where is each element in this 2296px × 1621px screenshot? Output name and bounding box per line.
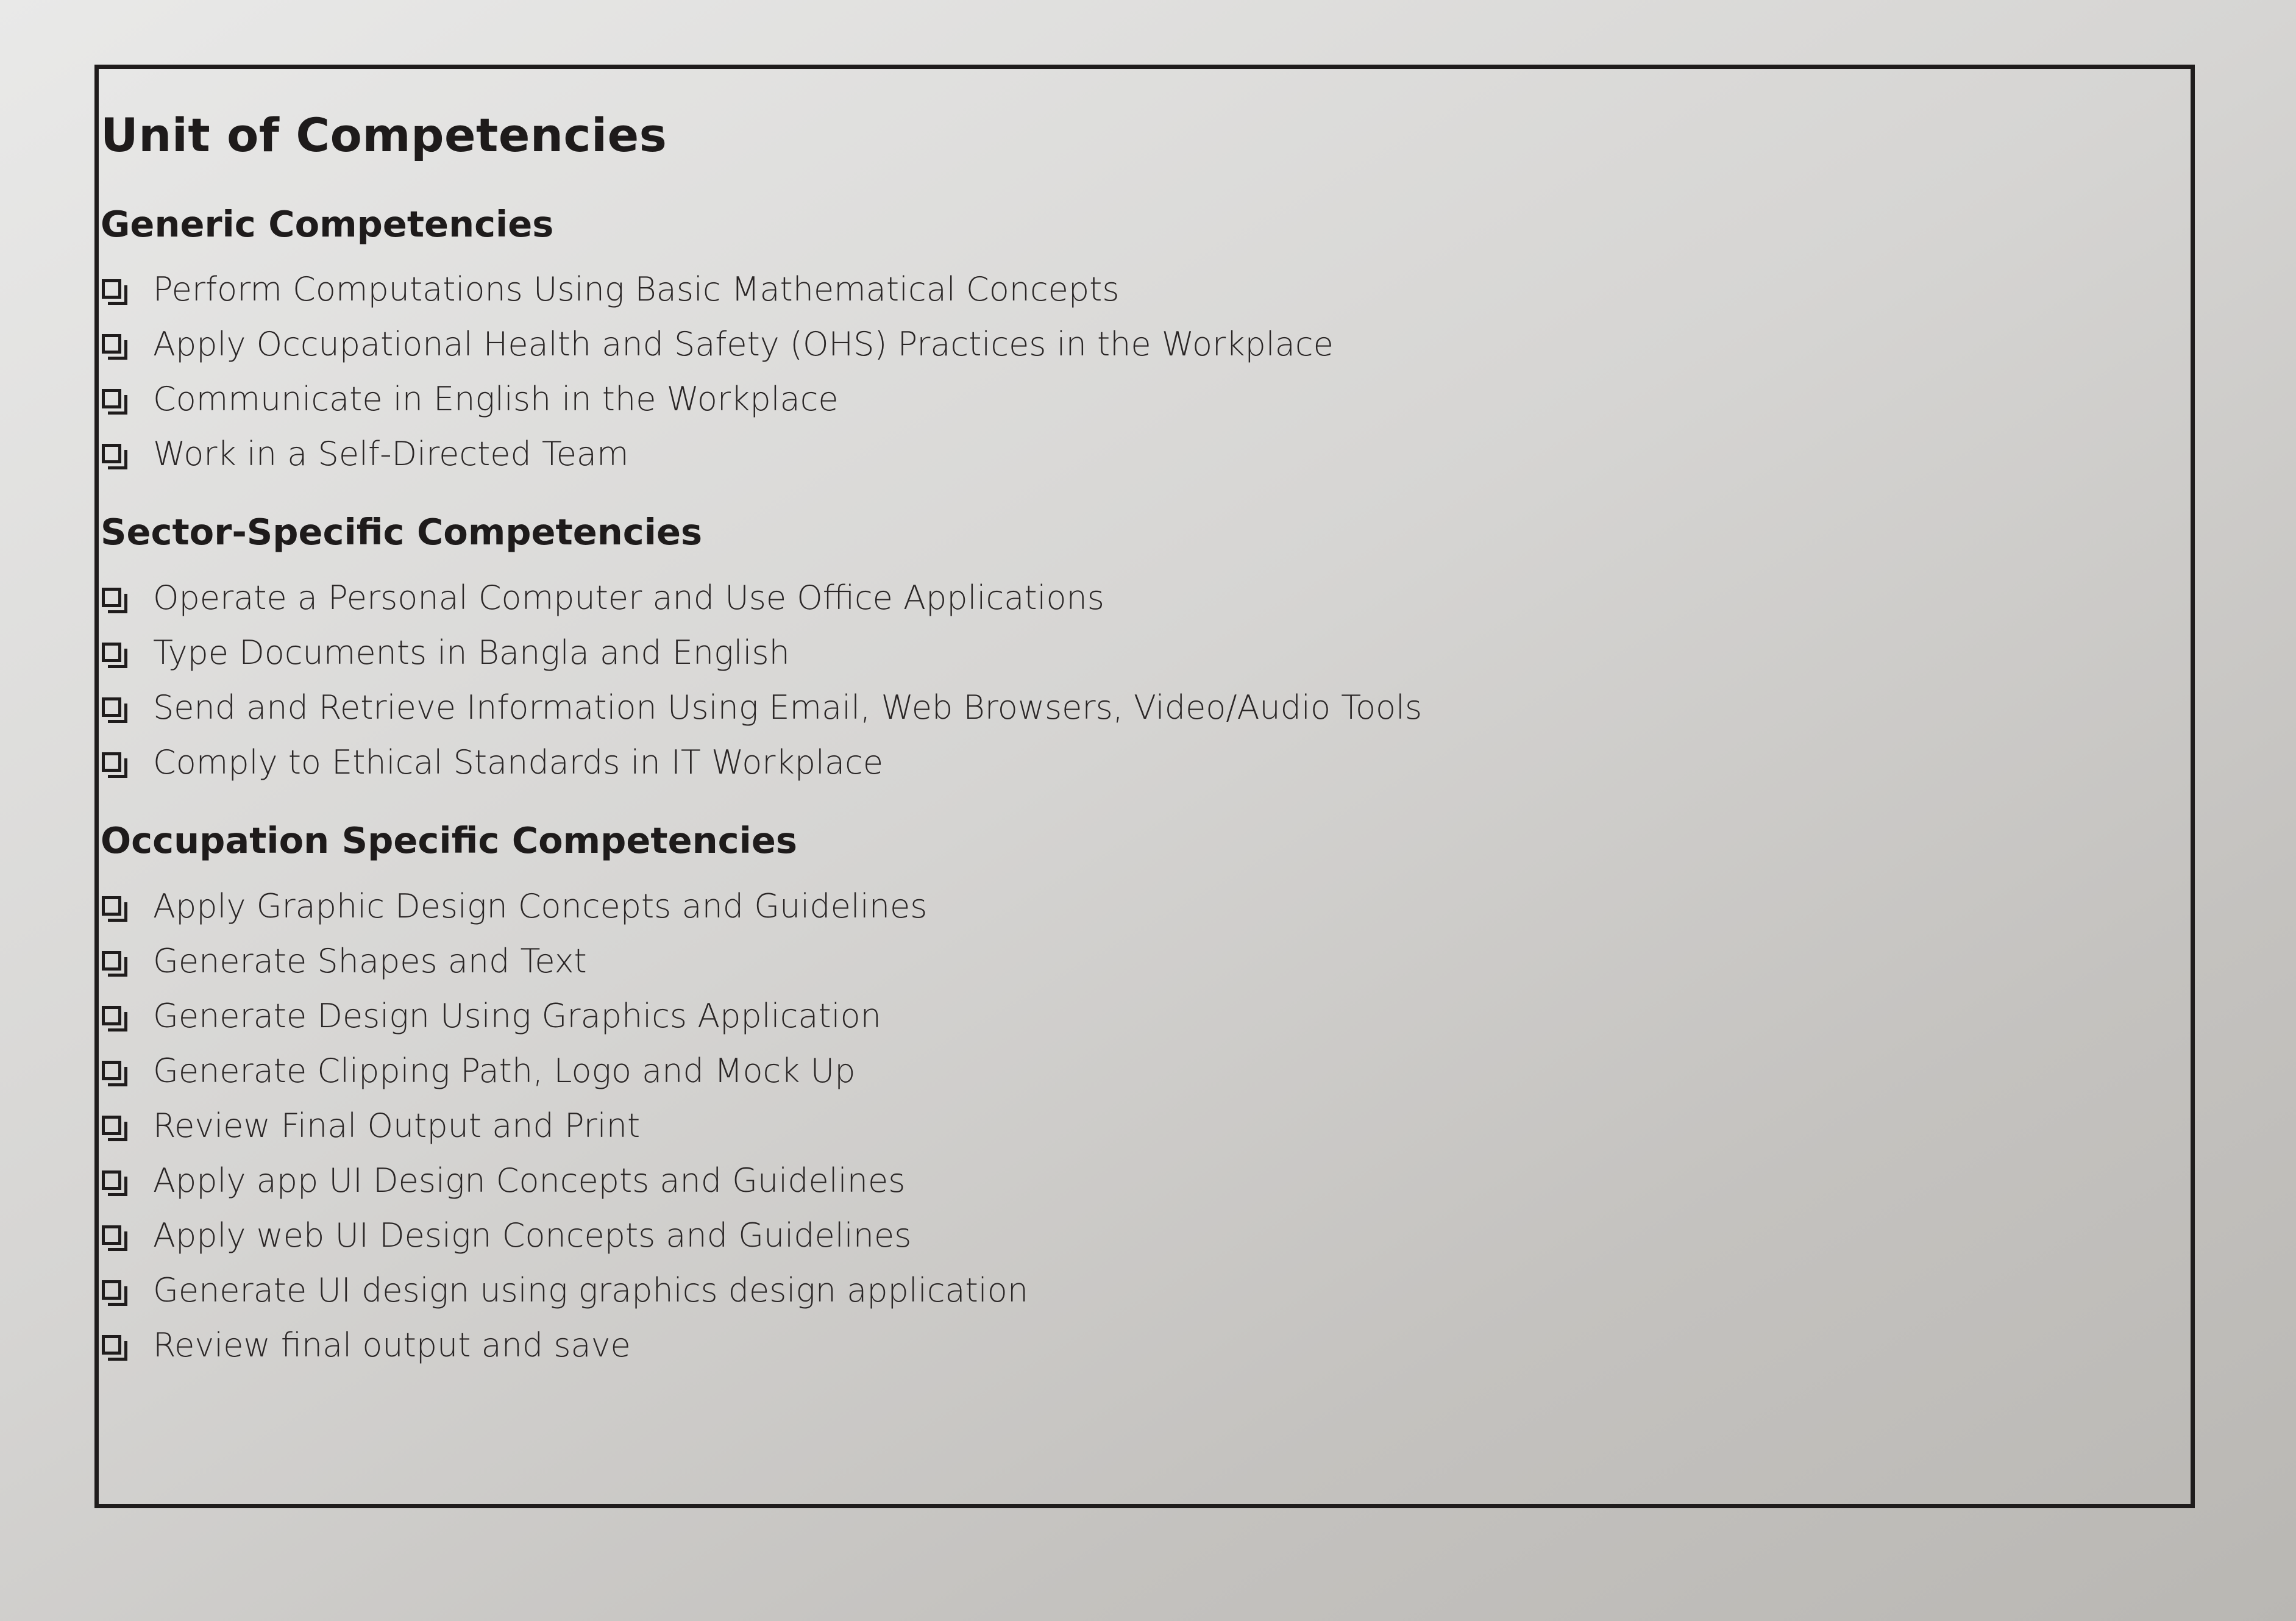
checkbox-icon: [102, 1116, 121, 1135]
list-item: [101, 1043, 1990, 1098]
list-item-label: Apply app UI Design Concepts and Guidelines: [153, 1161, 906, 1200]
checkbox-icon: [102, 334, 121, 354]
checkbox-icon: [102, 752, 121, 772]
checkbox-icon: [102, 1006, 121, 1025]
checkbox-icon: [102, 1280, 121, 1300]
list-item: [101, 262, 1990, 316]
section-occupation-specific: [101, 820, 1990, 1372]
checkbox-icon: [102, 1061, 121, 1080]
list-item-label: Work in a Self-Directed Team: [153, 434, 629, 473]
list-item: [101, 1263, 1990, 1317]
list-item: [101, 735, 1990, 789]
list-item: [101, 371, 1990, 426]
checkbox-icon: [102, 697, 121, 717]
checkbox-icon: [102, 279, 121, 299]
checkbox-icon: [102, 444, 121, 463]
checkbox-icon: [102, 951, 121, 971]
section-heading: Sector-Specific Competencies: [101, 511, 703, 554]
list-item-label: Comply to Ethical Standards in IT Workplace: [153, 743, 884, 782]
list-item-label: Operate a Personal Computer and Use Office Applications: [153, 578, 1104, 617]
list-item: [101, 570, 1990, 625]
list-item-label: Perform Computations Using Basic Mathematical Concepts: [153, 269, 1120, 308]
list-item-label: Apply web UI Design Concepts and Guidelines: [153, 1216, 912, 1255]
checkbox-icon: [102, 1225, 121, 1245]
list-item: [101, 316, 1990, 371]
list-item: [101, 1208, 1990, 1263]
checkbox-icon: [102, 588, 121, 607]
list-item: [101, 988, 1990, 1043]
list-item: [101, 1098, 1990, 1153]
list-item-label: Communicate in English in the Workplace: [153, 379, 839, 418]
list-item-label: Generate Shapes and Text: [153, 941, 587, 980]
list-item-label: Type Documents in Bangla and English: [153, 633, 790, 672]
checkbox-icon: [102, 1170, 121, 1190]
list-item-label: Review final output and save: [153, 1325, 631, 1364]
list-item-label: Generate Design Using Graphics Application: [153, 996, 881, 1035]
list-item-label: Apply Graphic Design Concepts and Guidelines: [153, 886, 928, 925]
list-item: [101, 625, 1990, 680]
list-item-label: Apply Occupational Health and Safety (OHS) Practices in the Workplace: [153, 324, 1334, 363]
section-heading: Occupation Specific Competencies: [101, 819, 797, 862]
document-content: [101, 110, 1990, 1403]
page-title: Unit of Competencies: [101, 108, 667, 162]
checkbox-icon: [102, 896, 121, 916]
list-item-label: Review Final Output and Print: [153, 1106, 641, 1145]
list-item: [101, 878, 1990, 933]
checkbox-icon: [102, 389, 121, 408]
list-item: [101, 426, 1990, 481]
checkbox-icon: [102, 643, 121, 662]
section-generic: [101, 204, 1990, 482]
section-sector-specific: [101, 511, 1990, 789]
list-item: [101, 933, 1990, 988]
checkbox-icon: [102, 1335, 121, 1355]
list-item-label: Send and Retrieve Information Using Email, Web Browsers, Video/Audio Tools: [153, 688, 1423, 727]
list-item: [101, 680, 1990, 735]
list-item-label: Generate UI design using graphics design application: [153, 1270, 1029, 1309]
list-item: [101, 1153, 1990, 1208]
section-heading: Generic Competencies: [101, 202, 554, 245]
list-item: [101, 1317, 1990, 1372]
list-item-label: Generate Clipping Path, Logo and Mock Up: [153, 1051, 856, 1090]
